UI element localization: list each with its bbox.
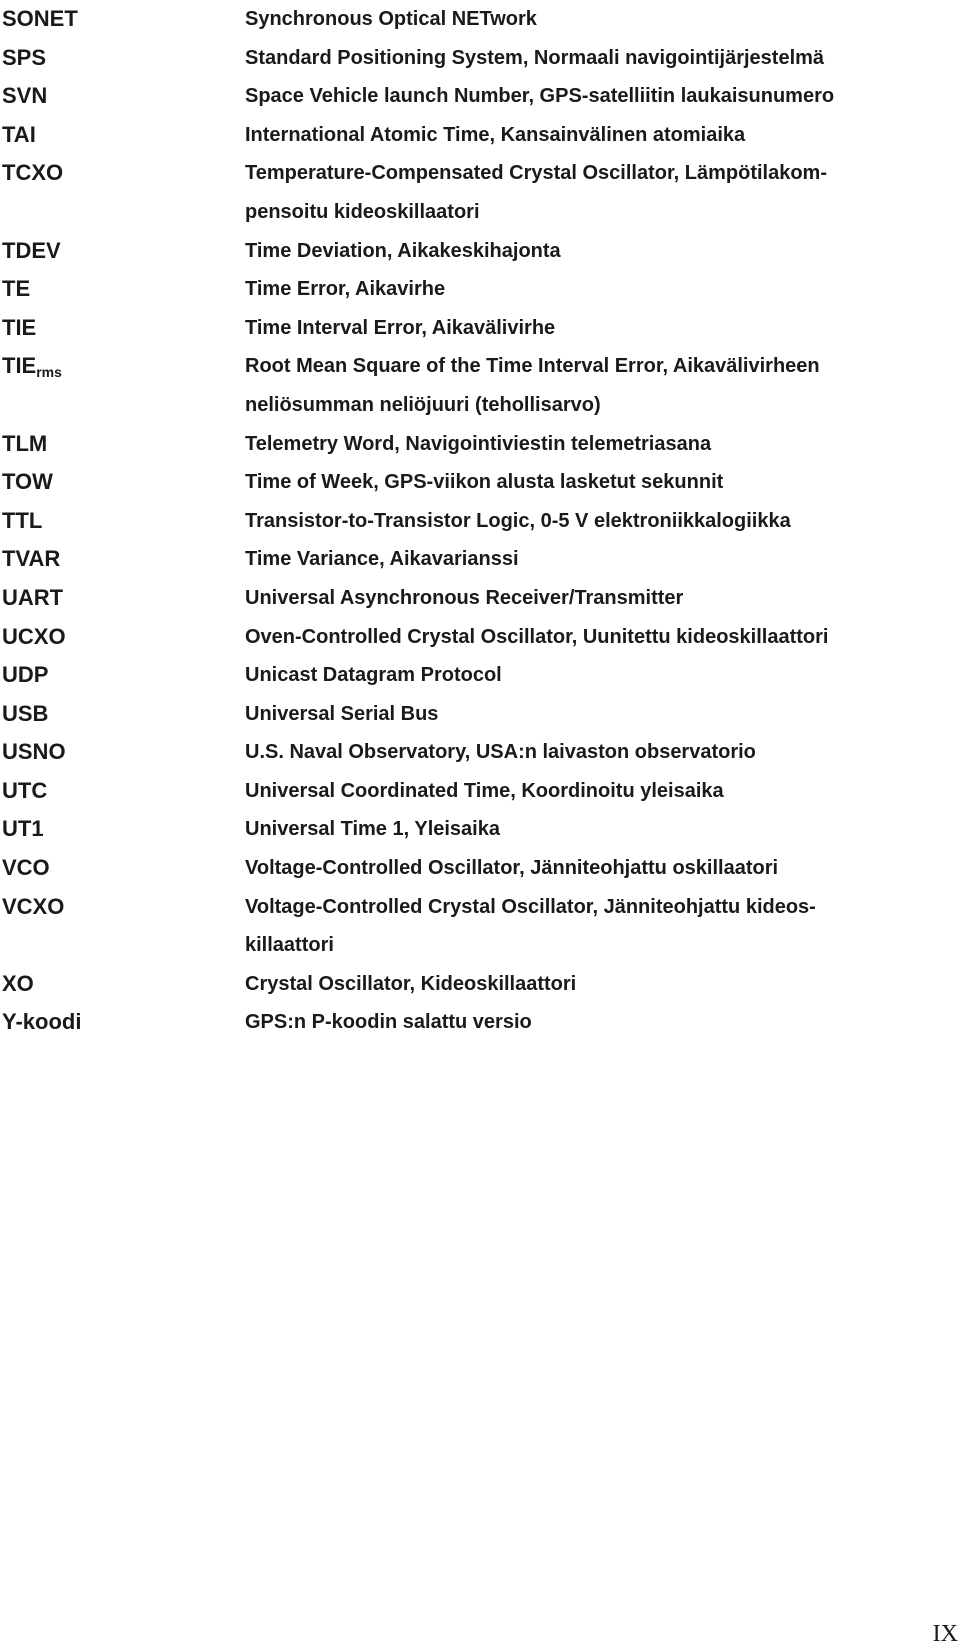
abbreviation-definition: Synchronous Optical NETwork [245, 8, 537, 30]
abbreviation-term: UART [2, 584, 64, 610]
abbreviation-entry [0, 656, 960, 695]
abbreviation-definition: Voltage-Controlled Oscillator, Jänniteohjattu oskillaatori [245, 857, 779, 880]
abbreviation-entry [0, 425, 960, 464]
abbreviation-term: SPS [2, 44, 47, 70]
abbreviation-term: TAI [2, 121, 36, 147]
abbreviation-term: TVAR [2, 546, 61, 572]
abbreviation-entry [0, 1003, 960, 1042]
abbreviation-term: UCXO [2, 623, 66, 649]
abbreviation-definition: GPS:n P-koodin salattu versio [245, 1011, 532, 1034]
abbreviation-definition: Telemetry Word, Navigointiviestin telemetriasana [245, 432, 712, 455]
abbreviation-term: Y-koodi [2, 1009, 82, 1035]
abbreviation-definition: Root Mean Square of the Time Interval Error, Aikavälivirheen neliösumman neliöjuuri (tehollisarvo) [245, 355, 820, 416]
abbreviation-definition: Space Vehicle launch Number, GPS-satelliitin laukaisunumero [245, 85, 835, 108]
abbreviation-entry [0, 618, 960, 657]
abbreviation-definition: Standard Positioning System, Normaali navigointijärjestelmä [245, 46, 825, 69]
abbreviation-term: VCXO [2, 893, 65, 919]
abbreviation-entry [0, 116, 960, 155]
abbreviation-entry [0, 270, 960, 309]
abbreviation-term: TTL [2, 507, 43, 533]
abbreviation-definition: Voltage-Controlled Crystal Oscillator, Jänniteohjattu kideos- killaattori [245, 895, 816, 957]
abbreviation-term: TLM [2, 430, 48, 456]
abbreviation-definition: Crystal Oscillator, Kideoskillaattori [245, 972, 577, 995]
abbreviation-definition: Oven-Controlled Crystal Oscillator, Uunitettu kideoskillaattori [245, 625, 829, 648]
abbreviation-definition: Time Deviation, Aikakeskihajonta [245, 239, 561, 262]
abbreviation-entry [0, 232, 960, 271]
abbreviation-term: UTC [2, 777, 48, 803]
abbreviation-definition: Universal Coordinated Time, Koordinoitu yleisaika [245, 779, 724, 802]
abbreviation-entry [0, 810, 960, 849]
abbreviation-term: VCO [2, 855, 50, 881]
abbreviation-term: $TIE_{rms}$ [2, 353, 62, 381]
abbreviation-definition: Time Error, Aikavirhe [245, 278, 446, 301]
abbreviation-term: TOW [2, 469, 53, 495]
abbreviation-definition: International Atomic Time, Kansainvälinen atomiaika [245, 123, 746, 146]
abbreviation-entry [0, 695, 960, 734]
abbreviation-entry [0, 502, 960, 541]
abbreviation-entry [0, 347, 960, 424]
abbreviation-entry [0, 849, 960, 888]
abbreviation-definition: Universal Serial Bus [245, 702, 439, 725]
abbreviation-subscript: rms [36, 364, 62, 381]
abbreviation-term: USB [2, 700, 49, 726]
abbreviation-definition: Time Interval Error, Aikavälivirhe [245, 316, 556, 339]
abbreviation-entry [0, 77, 960, 116]
abbreviation-definition: Temperature-Compensated Crystal Oscillator, Lämpötilakom- pensoitu kideoskillaatori [245, 162, 828, 223]
abbreviation-entry [0, 309, 960, 348]
abbreviation-term: TIE [2, 314, 37, 340]
abbreviation-entry [0, 772, 960, 811]
abbreviation-entry [0, 733, 960, 772]
abbreviation-term: UT1 [2, 816, 44, 842]
abbreviation-definition: Transistor-to-Transistor Logic, 0-5 V elektroniikkalogiikka [245, 509, 791, 532]
abbreviation-definition: Universal Time 1, Yleisaika [245, 818, 500, 841]
abbreviation-term: TCXO [2, 160, 64, 186]
abbreviation-definition: U.S. Naval Observatory, USA:n laivaston observatorio [245, 741, 756, 764]
abbreviation-entry [0, 540, 960, 579]
abbreviation-term: UDP [2, 662, 49, 688]
abbreviation-entry [0, 154, 960, 231]
abbreviation-entry [0, 0, 960, 39]
abbreviation-entry [0, 888, 960, 965]
abbreviation-definition: Time Variance, Aikavarianssi [245, 548, 519, 571]
page-number: IX [932, 1621, 958, 1647]
abbreviation-term: SONET [2, 6, 78, 31]
abbreviation-entry [0, 463, 960, 502]
abbreviation-entry [0, 39, 960, 78]
abbreviation-term: XO [2, 970, 34, 996]
abbreviation-definition: Time of Week, GPS-viikon alusta lasketut sekunnit [245, 471, 724, 494]
abbreviation-term: SVN [2, 83, 48, 109]
abbreviation-definition: Universal Asynchronous Receiver/Transmitter [245, 586, 684, 609]
abbreviation-term: TE [2, 276, 31, 302]
abbreviation-term: USNO [2, 739, 66, 765]
abbreviation-entry [0, 579, 960, 618]
abbreviation-definition: Unicast Datagram Protocol [245, 664, 502, 687]
abbreviation-term: TDEV [2, 237, 61, 263]
abbreviation-entry [0, 965, 960, 1004]
